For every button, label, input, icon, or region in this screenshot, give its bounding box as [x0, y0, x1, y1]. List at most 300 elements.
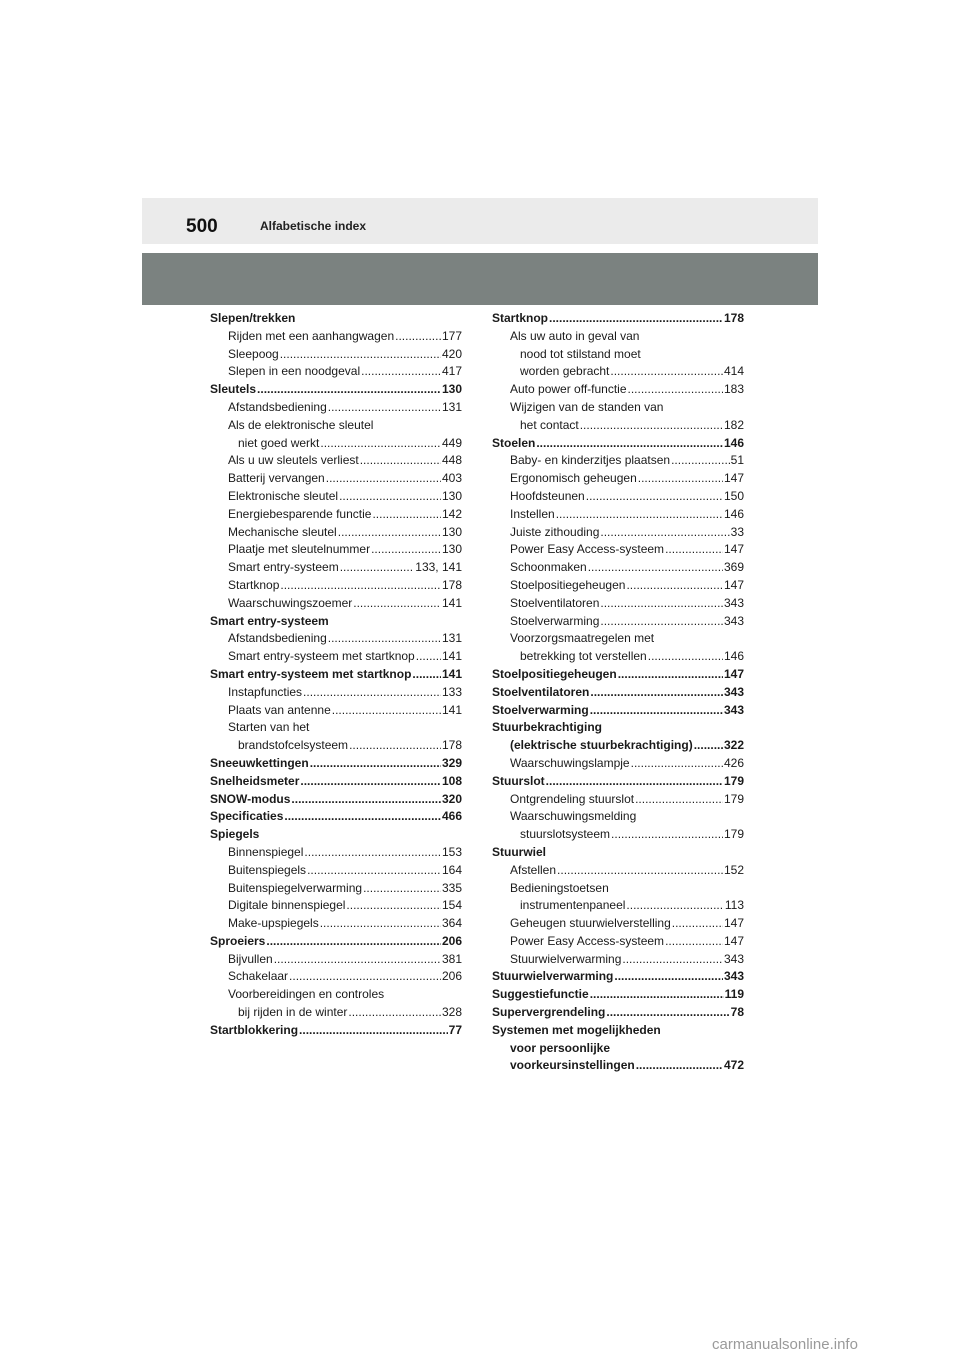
index-entry: [210, 506, 462, 524]
index-entry-label: Stuurslot: [492, 773, 545, 788]
index-entry-page: 147: [723, 666, 744, 681]
index-entry: [492, 897, 744, 915]
dot-leader: [590, 986, 724, 1004]
dot-leader: [412, 666, 441, 684]
index-entry-label: Waarschuwingslampje: [510, 755, 630, 770]
index-entry-label: Buitenspiegels: [228, 862, 307, 877]
dot-leader: [328, 399, 441, 417]
index-entry-page: 147: [723, 542, 744, 557]
dot-leader: [340, 559, 415, 577]
dot-leader: [353, 595, 441, 613]
index-entry-page: 179: [723, 773, 744, 788]
dot-leader: [635, 791, 723, 809]
index-entry-label: Make-upspiegels: [228, 916, 319, 931]
index-entry-label: Plaats van antenne: [228, 702, 331, 717]
index-heading: [492, 399, 744, 417]
index-entry: [492, 488, 744, 506]
index-entry-page: 147: [723, 471, 744, 486]
index-entry-page: 130: [441, 488, 462, 503]
index-entry-label: Hoofdsteunen: [510, 488, 585, 503]
dot-leader: [266, 933, 441, 951]
index-entry-label: Als uw auto in geval van: [510, 328, 640, 343]
dot-leader: [672, 915, 723, 933]
dot-leader: [600, 595, 723, 613]
index-entry-label: Als u uw sleutels verliest: [228, 453, 359, 468]
index-entry-page: 147: [723, 577, 744, 592]
index-entry-page: 150: [723, 488, 744, 503]
index-entry-label: het contact: [520, 417, 579, 432]
index-entry-label: Batterij vervangen: [228, 471, 325, 486]
index-entry-label: voorkeursinstellingen: [510, 1058, 635, 1073]
index-entry-page: 164: [441, 862, 462, 877]
index-entry-page: 448: [441, 453, 462, 468]
index-entry-label: Slepen in een noodgeval: [228, 364, 361, 379]
index-entry: [492, 755, 744, 773]
index-entry: [210, 577, 462, 595]
index-entry-page: 178: [441, 577, 462, 592]
index-entry: [492, 541, 744, 559]
index-entry-page: 108: [441, 773, 462, 788]
index-entry: [492, 968, 744, 986]
index-entry-page: 328: [441, 1005, 462, 1020]
index-entry: [210, 951, 462, 969]
index-entry: [492, 1057, 744, 1075]
index-entry: [492, 702, 744, 720]
index-entry: [492, 986, 744, 1004]
index-heading: [210, 310, 462, 328]
index-entry: [210, 897, 462, 915]
index-entry-label: Energiebesparende functie: [228, 506, 372, 521]
index-entry-label: Stoelventilatoren: [510, 595, 600, 610]
index-entry-page: 133, 141: [415, 560, 462, 575]
dot-leader: [274, 951, 441, 969]
index-entry-page: 146: [723, 435, 744, 450]
index-entry-label: Afstandsbediening: [228, 399, 327, 414]
index-entry: [492, 435, 744, 453]
index-entry-page: 178: [441, 738, 462, 753]
index-entry-page: 322: [723, 738, 744, 753]
dot-leader: [307, 862, 441, 880]
index-entry-page: 146: [723, 506, 744, 521]
index-entry: [210, 702, 462, 720]
index-entry-label: Systemen met mogelijkheden: [492, 1022, 661, 1037]
section-title: Alfabetische index: [260, 219, 367, 233]
index-entry-label: Sleepoog: [228, 346, 279, 361]
index-entry-page: 343: [723, 613, 744, 628]
section-tab-band: [142, 253, 818, 305]
dot-leader: [665, 541, 723, 559]
index-heading: [492, 880, 744, 898]
watermark: carmanualsonline.info: [712, 1336, 858, 1353]
index-entry-label: Stoelventilatoren: [492, 684, 590, 699]
index-entry-label: Voorzorgsmaatregelen met: [510, 631, 655, 646]
index-entry-page: 113: [724, 898, 744, 913]
dot-leader: [622, 951, 723, 969]
index-entry-page: 141: [441, 702, 462, 717]
index-entry-page: 141: [441, 666, 462, 681]
index-entry: [492, 363, 744, 381]
index-entry-page: 343: [723, 702, 744, 717]
index-entry-label: Bijvullen: [228, 951, 273, 966]
index-entry-label: Bedieningstoetsen: [510, 880, 609, 895]
dot-leader: [284, 808, 441, 826]
index-entry-page: 343: [723, 951, 744, 966]
dot-leader: [328, 630, 441, 648]
index-entry-label: Waarschuwingszoemer: [228, 595, 353, 610]
index-entry-label: Startknop: [228, 577, 280, 592]
index-entry: [492, 613, 744, 631]
dot-leader: [320, 915, 441, 933]
index-entry-label: Stoelverwarming: [492, 702, 589, 717]
index-entry: [210, 968, 462, 986]
index-entry-label: Als de elektronische sleutel: [228, 417, 374, 432]
index-entry: [492, 951, 744, 969]
index-entry-label: Startknop: [492, 311, 549, 325]
dot-leader: [338, 524, 441, 542]
index-entry-label: betrekking tot verstellen: [520, 649, 647, 664]
index-heading: [210, 417, 462, 435]
index-entry-label: voor persoonlijke: [510, 1040, 611, 1055]
index-entry-label: brandstofcelsysteem: [238, 738, 349, 753]
index-entry-label: Plaatje met sleutelnummer: [228, 542, 371, 557]
index-entry-label: Smart entry-systeem met startknop: [210, 666, 412, 681]
index-entry: [210, 524, 462, 542]
dot-leader: [580, 417, 723, 435]
index-entry-page: 364: [441, 916, 462, 931]
dot-leader: [626, 577, 723, 595]
index-entry-page: 147: [723, 933, 744, 948]
index-entry: [210, 328, 462, 346]
index-entry-label: stuurslotsysteem: [520, 827, 611, 842]
dot-leader: [588, 559, 723, 577]
dot-leader: [416, 648, 441, 666]
dot-leader: [320, 435, 441, 453]
dot-leader: [610, 363, 723, 381]
index-entry: [210, 844, 462, 862]
index-entry: [210, 1004, 462, 1022]
index-entry-page: 147: [723, 916, 744, 931]
dot-leader: [280, 577, 441, 595]
index-entry-label: Suggestiefunctie: [492, 987, 589, 1002]
index-heading: [492, 630, 744, 648]
index-entry-label: Wijzigen van de standen van: [510, 399, 664, 414]
index-column-left: [210, 310, 462, 1040]
index-entry-label: niet goed werkt: [238, 435, 320, 450]
index-entry-label: Afstandsbediening: [228, 631, 327, 646]
page-header-band: [142, 198, 818, 244]
index-entry-page: 133: [441, 684, 462, 699]
index-entry-label: Smart entry-systeem: [210, 613, 329, 628]
index-entry-label: Supervergrendeling: [492, 1005, 606, 1020]
dot-leader: [257, 381, 441, 399]
index-entry-label: Geheugen stuurwielverstelling: [510, 916, 671, 931]
index-entry: [210, 666, 462, 684]
index-heading: [492, 346, 744, 364]
index-heading: [492, 1022, 744, 1040]
index-entry-page: 131: [441, 631, 462, 646]
dot-leader: [280, 346, 441, 364]
index-entry: [492, 862, 744, 880]
dot-leader: [590, 684, 723, 702]
index-entry-label: bij rijden in de winter: [238, 1005, 348, 1020]
index-entry-label: Smart entry-systeem: [228, 560, 339, 575]
index-entry-label: Baby- en kinderzitjes plaatsen: [510, 453, 671, 468]
index-column-right: [492, 310, 744, 1075]
index-entry-page: 420: [441, 346, 462, 361]
index-entry-page: 153: [441, 844, 462, 859]
index-entry-page: 381: [441, 951, 462, 966]
index-entry: [210, 808, 462, 826]
dot-leader: [332, 702, 441, 720]
index-entry: [492, 381, 744, 399]
index-entry-page: 152: [723, 862, 744, 877]
dot-leader: [614, 968, 723, 986]
index-entry-label: Schakelaar: [228, 969, 289, 984]
index-entry-page: 146: [723, 649, 744, 664]
dot-leader: [310, 755, 441, 773]
index-entry-page: 77: [448, 1022, 462, 1037]
index-entry: [492, 595, 744, 613]
index-entry-page: 369: [723, 560, 744, 575]
index-entry-label: Afstellen: [510, 862, 557, 877]
index-entry: [210, 737, 462, 755]
index-entry-page: 343: [723, 595, 744, 610]
index-heading: [492, 844, 744, 862]
index-entry-label: Stuurwielverwarming: [510, 951, 622, 966]
index-entry: [210, 363, 462, 381]
index-heading: [210, 986, 462, 1004]
dot-leader: [638, 470, 723, 488]
index-entry-page: 177: [441, 328, 462, 343]
index-entry: [492, 470, 744, 488]
index-heading: [210, 719, 462, 737]
index-entry-page: 78: [730, 1005, 744, 1020]
index-entry-label: Smart entry-systeem met startknop: [228, 649, 415, 664]
index-entry-page: 142: [441, 506, 462, 521]
index-heading: [210, 826, 462, 844]
dot-leader: [694, 737, 723, 755]
index-entry-page: 182: [723, 417, 744, 432]
index-entry-label: Elektronische sleutel: [228, 488, 339, 503]
dot-leader: [299, 1022, 448, 1040]
index-entry: [492, 684, 744, 702]
index-heading: [210, 613, 462, 631]
dot-leader: [536, 435, 723, 453]
index-entry-label: Stoelpositiegeheugen: [492, 666, 617, 681]
index-entry-page: 183: [723, 382, 744, 397]
dot-leader: [300, 773, 441, 791]
dot-leader: [339, 488, 441, 506]
index-entry-page: 130: [441, 382, 462, 397]
index-entry-label: Stoelen: [492, 435, 536, 450]
dot-leader: [611, 826, 723, 844]
index-entry: [210, 933, 462, 951]
dot-leader: [557, 862, 723, 880]
index-entry-page: 343: [723, 969, 744, 984]
index-entry: [492, 737, 744, 755]
index-entry: [210, 880, 462, 898]
dot-leader: [636, 1057, 723, 1075]
index-entry: [210, 755, 462, 773]
index-entry-label: Starten van het: [228, 720, 310, 735]
dot-leader: [361, 363, 441, 381]
index-entry: [492, 559, 744, 577]
index-entry-label: nood tot stilstand moet: [520, 346, 641, 361]
index-entry-label: Stoelpositiegeheugen: [510, 577, 626, 592]
dot-leader: [289, 968, 441, 986]
page-number: 500: [186, 216, 218, 237]
dot-leader: [648, 648, 723, 666]
dot-leader: [303, 684, 441, 702]
index-entry: [210, 595, 462, 613]
index-entry-page: 131: [441, 399, 462, 414]
index-heading: [492, 328, 744, 346]
dot-leader: [326, 470, 441, 488]
index-entry: [210, 488, 462, 506]
index-entry: [210, 862, 462, 880]
index-entry-page: 343: [723, 684, 744, 699]
index-entry-page: 154: [441, 898, 462, 913]
index-entry: [492, 826, 744, 844]
index-entry-page: 130: [441, 524, 462, 539]
index-entry-label: Sleutels: [210, 382, 257, 397]
dot-leader: [631, 755, 723, 773]
index-entry-label: Rijden met een aanhangwagen: [228, 328, 395, 343]
index-entry-label: Stuurbekrachtiging: [492, 720, 603, 735]
index-entry: [492, 648, 744, 666]
dot-leader: [349, 737, 441, 755]
index-entry-label: (elektrische stuurbekrachtiging): [510, 738, 693, 753]
index-entry-label: Mechanische sleutel: [228, 524, 337, 539]
dot-leader: [371, 541, 441, 559]
dot-leader: [348, 1004, 441, 1022]
index-entry-label: Startblokkering: [210, 1022, 299, 1037]
dot-leader: [586, 488, 723, 506]
index-entry-page: 426: [723, 755, 744, 770]
index-entry: [210, 435, 462, 453]
index-entry-label: Ontgrendeling stuurslot: [510, 791, 635, 806]
index-entry: [492, 666, 744, 684]
dot-leader: [590, 702, 723, 720]
index-entry-page: 206: [441, 933, 462, 948]
index-entry-page: 130: [441, 542, 462, 557]
dot-leader: [600, 524, 729, 542]
index-entry: [210, 470, 462, 488]
index-entry-label: Waarschuwingsmelding: [510, 809, 637, 824]
dot-leader: [626, 897, 723, 915]
index-entry-page: 206: [441, 969, 462, 984]
index-entry-label: Stuurwielverwarming: [492, 969, 614, 984]
index-entry-label: Voorbereidingen en controles: [228, 987, 385, 1002]
index-entry: [492, 524, 744, 542]
index-entry-label: Stuurwiel: [492, 844, 547, 859]
dot-leader: [363, 880, 441, 898]
dot-leader: [628, 381, 723, 399]
index-entry: [492, 915, 744, 933]
index-entry-label: SNOW-modus: [210, 791, 291, 806]
index-entry: [210, 684, 462, 702]
index-entry-page: 466: [441, 809, 462, 824]
index-entry-label: Sproeiers: [210, 933, 266, 948]
index-entry-label: Instapfuncties: [228, 684, 303, 699]
index-entry-page: 178: [723, 311, 744, 325]
index-entry-label: Power Easy Access-systeem: [510, 933, 665, 948]
dot-leader: [606, 1004, 729, 1022]
index-entry-page: 179: [723, 827, 744, 842]
index-entry-label: instrumentenpaneel: [520, 898, 626, 913]
index-entry-page: 472: [723, 1058, 744, 1073]
index-entry: [492, 773, 744, 791]
index-entry-page: 33: [730, 524, 744, 539]
index-entry: [210, 381, 462, 399]
index-entry-label: Stoelverwarming: [510, 613, 600, 628]
index-entry-label: Snelheidsmeter: [210, 773, 300, 788]
index-entry-page: 449: [441, 435, 462, 450]
index-entry-label: Digitale binnenspiegel: [228, 898, 346, 913]
index-entry-page: 414: [723, 364, 744, 379]
index-entry-page: 119: [724, 987, 744, 1002]
index-entry: [492, 577, 744, 595]
index-entry-page: 320: [441, 791, 462, 806]
index-entry: [210, 630, 462, 648]
index-entry: [210, 559, 462, 577]
dot-leader: [372, 506, 441, 524]
index-entry: [492, 452, 744, 470]
index-entry-page: 417: [441, 364, 462, 379]
dot-leader: [546, 773, 723, 791]
index-heading: [492, 1040, 744, 1058]
index-entry-label: Instellen: [510, 506, 555, 521]
index-entry: [210, 399, 462, 417]
index-entry: [210, 541, 462, 559]
index-entry-label: Spiegels: [210, 827, 260, 842]
index-entry: [210, 346, 462, 364]
index-entry: [210, 648, 462, 666]
index-entry-page: 141: [441, 595, 462, 610]
index-heading: [492, 808, 744, 826]
index-entry: [492, 417, 744, 435]
index-entry: [210, 791, 462, 809]
dot-leader: [395, 328, 441, 346]
index-entry-label: Sneeuwkettingen: [210, 755, 309, 770]
index-entry: [210, 1022, 462, 1040]
dot-leader: [618, 666, 723, 684]
index-entry-label: Slepen/trekken: [210, 311, 296, 325]
index-entry-label: Auto power off-functie: [510, 382, 627, 397]
index-entry-page: 335: [441, 880, 462, 895]
dot-leader: [671, 452, 730, 470]
index-entry-label: Schoonmaken: [510, 560, 587, 575]
index-entry: [492, 933, 744, 951]
index-entry-label: Specificaties: [210, 809, 284, 824]
dot-leader: [600, 613, 723, 631]
dot-leader: [346, 897, 441, 915]
index-entry-label: Binnenspiegel: [228, 844, 304, 859]
index-entry-label: Buitenspiegelverwarming: [228, 880, 363, 895]
index-entry-label: Ergonomisch geheugen: [510, 471, 637, 486]
index-heading: [492, 719, 744, 737]
dot-leader: [549, 310, 723, 328]
index-entry: [492, 506, 744, 524]
dot-leader: [360, 452, 441, 470]
index-entry-page: 179: [723, 791, 744, 806]
index-entry: [492, 1004, 744, 1022]
dot-leader: [304, 844, 441, 862]
index-entry: [492, 310, 744, 328]
dot-leader: [665, 933, 723, 951]
index-entry: [210, 915, 462, 933]
index-entry-page: 329: [441, 755, 462, 770]
